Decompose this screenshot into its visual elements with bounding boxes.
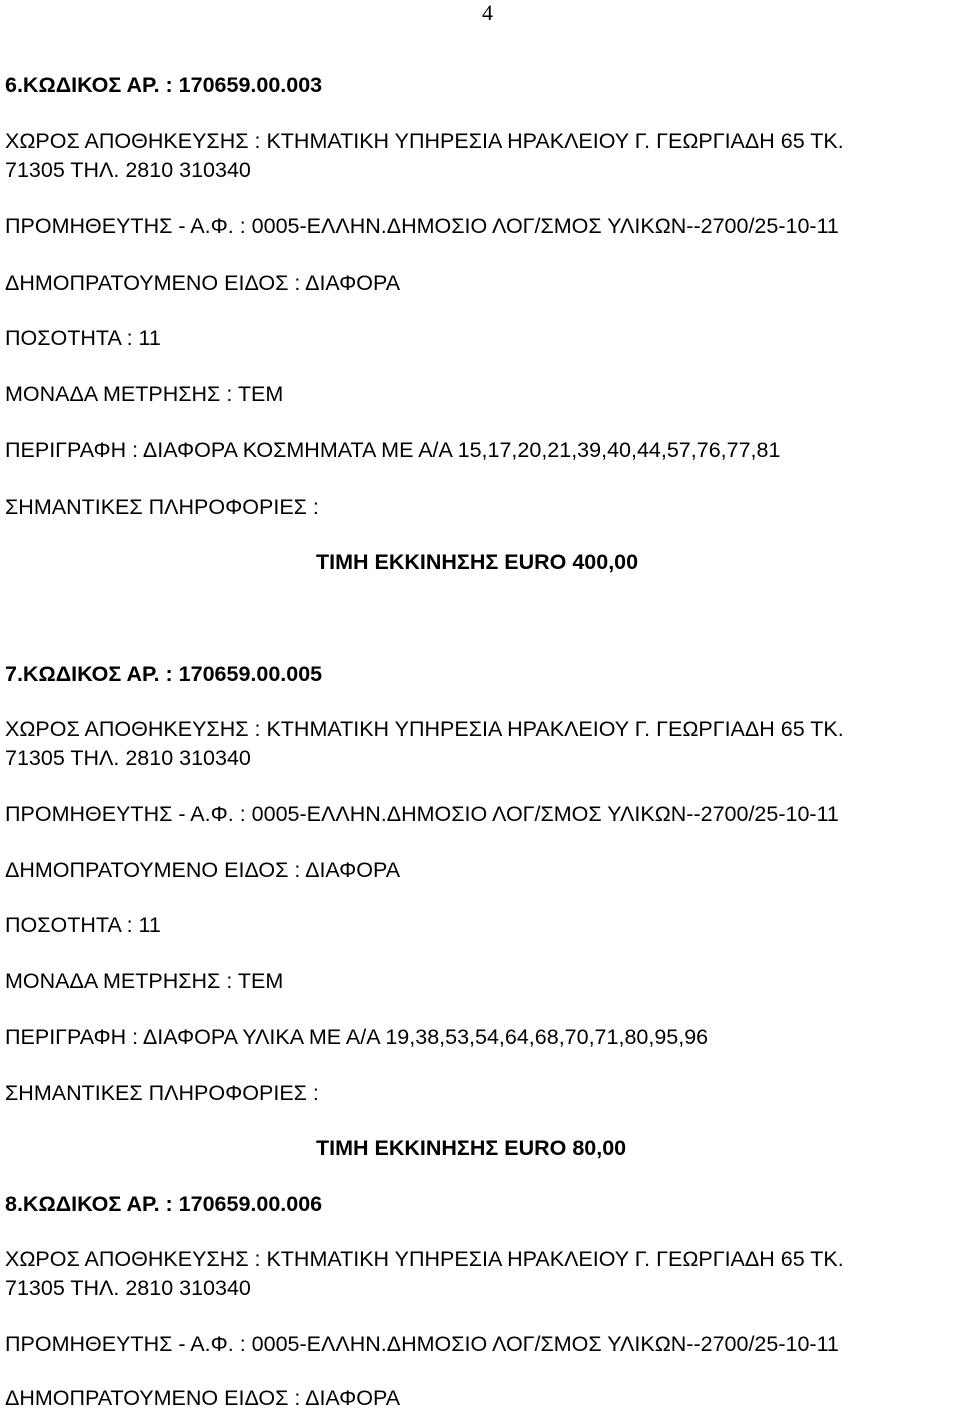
page-number: 4 — [482, 0, 493, 25]
item-6-storage-line-2: 71305 ΤΗΛ. 2810 310340 — [5, 158, 251, 182]
item-7-auctioned-item: ΔΗΜΟΠΡΑΤΟΥΜΕΝΟ ΕΙΔΟΣ : ΔΙΑΦΟΡΑ — [5, 858, 401, 882]
item-8-auctioned-item: ΔΗΜΟΠΡΑΤΟΥΜΕΝΟ ΕΙΔΟΣ : ΔΙΑΦΟΡΑ — [5, 1386, 401, 1410]
item-6-description: ΠΕΡΙΓΡΑΦΗ : ΔΙΑΦΟΡΑ ΚΟΣΜΗΜΑΤΑ ΜΕ Α/Α 15,17,20,21,39,40,44,57,76,77,81 — [5, 438, 781, 462]
item-7-starting-price: ΤΙΜΗ ΕΚΚΙΝΗΣΗΣ EURO 80,00 — [316, 1136, 627, 1160]
item-7-unit: ΜΟΝΑΔΑ ΜΕΤΡΗΣΗΣ : ΤΕΜ — [5, 969, 284, 993]
item-6-unit: ΜΟΝΑΔΑ ΜΕΤΡΗΣΗΣ : ΤΕΜ — [5, 382, 284, 406]
item-8-storage-line-1: ΧΩΡΟΣ ΑΠΟΘΗΚΕΥΣΗΣ : ΚΤΗΜΑΤΙΚΗ ΥΠΗΡΕΣΙΑ ΗΡΑΚΛΕΙΟΥ Γ. ΓΕΩΡΓΙΑΔΗ 65 ΤΚ. — [5, 1247, 844, 1271]
item-6-starting-price: ΤΙΜΗ ΕΚΚΙΝΗΣΗΣ EURO 400,00 — [316, 550, 639, 574]
item-6-storage-line-1: ΧΩΡΟΣ ΑΠΟΘΗΚΕΥΣΗΣ : ΚΤΗΜΑΤΙΚΗ ΥΠΗΡΕΣΙΑ ΗΡΑΚΛΕΙΟΥ Γ. ΓΕΩΡΓΙΑΔΗ 65 ΤΚ. — [5, 129, 844, 153]
item-7-supplier: ΠΡΟΜΗΘΕΥΤΗΣ - Α.Φ. : 0005-ΕΛΛΗΝ.ΔΗΜΟΣΙΟ ΛΟΓ/ΣΜΟΣ ΥΛΙΚΩΝ--2700/25-10-11 — [5, 802, 839, 826]
item-8-code: 8.ΚΩΔΙΚΟΣ ΑΡ. : 170659.00.006 — [5, 1192, 323, 1216]
item-7-description: ΠΕΡΙΓΡΑΦΗ : ΔΙΑΦΟΡΑ ΥΛΙΚΑ ΜΕ Α/Α 19,38,53,54,64,68,70,71,80,95,96 — [5, 1025, 709, 1049]
item-7-storage-line-2: 71305 ΤΗΛ. 2810 310340 — [5, 746, 251, 770]
item-6-code: 6.ΚΩΔΙΚΟΣ ΑΡ. : 170659.00.003 — [5, 73, 323, 97]
item-6-quantity: ΠΟΣΟΤΗΤΑ : 11 — [5, 326, 161, 350]
item-6-auctioned-item: ΔΗΜΟΠΡΑΤΟΥΜΕΝΟ ΕΙΔΟΣ : ΔΙΑΦΟΡΑ — [5, 271, 401, 295]
item-6-important-info: ΣΗΜΑΝΤΙΚΕΣ ΠΛΗΡΟΦΟΡΙΕΣ : — [5, 495, 319, 519]
item-8-storage-line-2: 71305 ΤΗΛ. 2810 310340 — [5, 1276, 251, 1300]
item-6-supplier: ΠΡΟΜΗΘΕΥΤΗΣ - Α.Φ. : 0005-ΕΛΛΗΝ.ΔΗΜΟΣΙΟ ΛΟΓ/ΣΜΟΣ ΥΛΙΚΩΝ--2700/25-10-11 — [5, 214, 839, 238]
item-8-supplier: ΠΡΟΜΗΘΕΥΤΗΣ - Α.Φ. : 0005-ΕΛΛΗΝ.ΔΗΜΟΣΙΟ ΛΟΓ/ΣΜΟΣ ΥΛΙΚΩΝ--2700/25-10-11 — [5, 1332, 839, 1356]
item-7-quantity: ΠΟΣΟΤΗΤΑ : 11 — [5, 913, 161, 937]
item-7-storage-line-1: ΧΩΡΟΣ ΑΠΟΘΗΚΕΥΣΗΣ : ΚΤΗΜΑΤΙΚΗ ΥΠΗΡΕΣΙΑ ΗΡΑΚΛΕΙΟΥ Γ. ΓΕΩΡΓΙΑΔΗ 65 ΤΚ. — [5, 717, 844, 741]
item-7-code: 7.ΚΩΔΙΚΟΣ ΑΡ. : 170659.00.005 — [5, 662, 323, 686]
item-7-important-info: ΣΗΜΑΝΤΙΚΕΣ ΠΛΗΡΟΦΟΡΙΕΣ : — [5, 1081, 319, 1105]
